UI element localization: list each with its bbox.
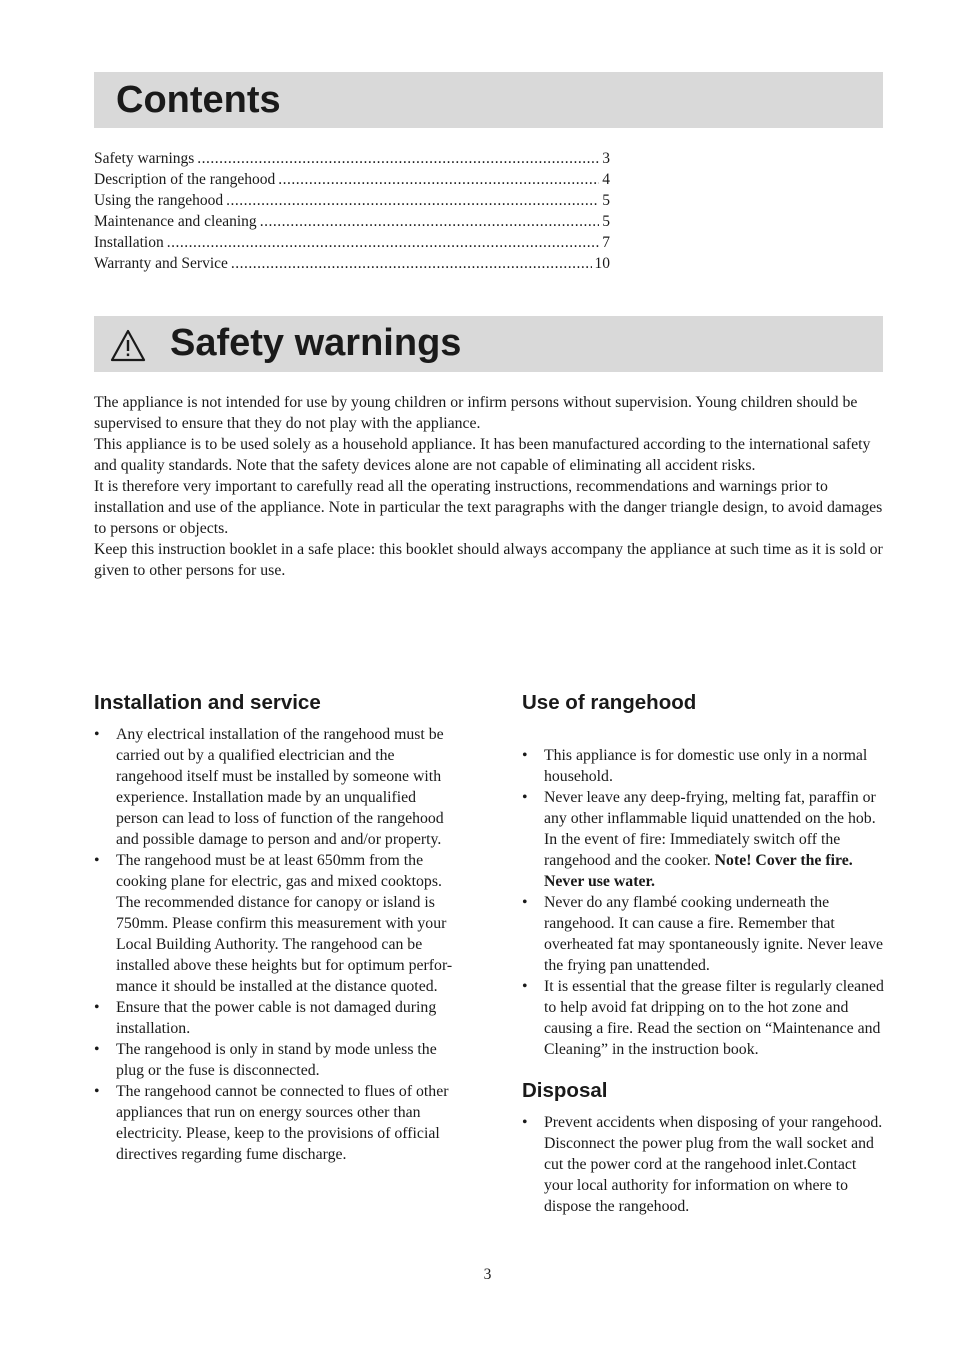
list-item [94,724,456,850]
disposal-heading: Disposal [522,1079,608,1102]
toc-entry[interactable] [94,148,610,169]
list-item [522,787,886,892]
toc-entry-page: 7 [602,234,610,251]
toc-entry[interactable] [94,190,610,211]
use-list [522,745,886,1060]
installation-section [94,690,456,1165]
bullet: • [94,999,100,1016]
bullet: • [94,1083,100,1100]
toc-entry-label: Maintenance and cleaning [94,213,257,230]
toc-entry-label: Using the rangehood [94,192,224,209]
list-item-text: This appliance is for domestic use only in a normal household. [544,747,868,785]
intro-paragraph: It is therefore very important to carefully read all the operating instructions, recommendations and warnings prior to installation and use of the appliance. Note in particular the text paragraphs with the danger triangle design, to avoid damages to persons or objects. [94,478,883,537]
use-heading: Use of rangehood [522,691,697,714]
intro-paragraph: The appliance is not intended for use by young children or infirm persons without supervision. Young children should be supervised to ensure that they do not play with the appliance. [94,394,858,432]
bullet: • [94,726,100,743]
toc-entry[interactable] [94,169,610,190]
bullet: • [522,978,528,995]
toc-entry-page: 3 [602,150,610,167]
warning-triangle-icon [110,329,146,362]
toc-entry-label: Warranty and Service [94,255,228,272]
list-item [522,892,886,976]
intro-paragraph: Keep this instruction booklet in a safe place: this booklet should always accompany the appliance at such time as it is sold or given to other persons for use. [94,541,883,579]
list-item [94,1081,456,1165]
toc-entry-page: 5 [602,192,610,209]
safety-warnings-title: Safety warnings [170,322,462,364]
toc-leader-dots [226,190,599,211]
bullet: • [522,1114,528,1131]
contents-banner [94,72,883,128]
list-item-text: Prevent accidents when disposing of your rangehood. Disconnect the power plug from the wall socket and cut the power cord at the rangehood inlet.Contact your local authority for information on where to dispose the rangehood. [544,1114,883,1215]
list-item [94,850,456,997]
toc-leader-dots [260,211,600,232]
list-item-text: It is essential that the grease filter is regularly cleaned to help avoid fat dripping on to the hot zone and causing a fire. Read the section on “Maintenance and Cleaning” in the instruction book. [544,978,884,1058]
list-item-text: Ensure that the power cable is not damaged during installation. [116,999,437,1037]
list-item [522,976,886,1060]
bullet: • [522,747,528,764]
toc-leader-dots [197,148,599,169]
list-item-text: The rangehood cannot be connected to flues of other appliances that run on energy sources other than electricity. Please, keep to the provisions of official directives regarding fume discharge. [116,1083,449,1163]
list-item [94,1039,456,1081]
toc-entry-page: 4 [602,171,610,188]
list-item [522,1112,886,1217]
bullet: • [522,894,528,911]
table-of-contents [94,148,610,274]
intro-paragraph: This appliance is to be used solely as a household appliance. It has been manufactured according to the international safety and quality standards. Note that the safety devices alone are not capable of eliminating all accident risks. [94,436,871,474]
list-item-text: Never do any flambé cooking underneath the rangehood. It can cause a fire. Remember that overheated fat may spontaneously ignite. Never leave the frying pan unattended. [544,894,884,974]
page-number: 3 [483,1266,492,1283]
fire-warning-note: Note! Cover the fire. Never use water. [544,852,853,890]
toc-entry[interactable] [94,211,610,232]
list-item [94,997,456,1039]
list-item-text: Any electrical installation of the rangehood must be carried out by a qualified electrician and the rangehood itself must be installed by someone with experience. Installation made by an unqualified person can lead to loss of function of the rangehood and possible damage to person and and/or property. [116,726,444,848]
installation-heading: Installation and service [94,691,321,714]
list-item-text: The rangehood is only in stand by mode unless the plug or the fuse is disconnected. [116,1041,437,1079]
toc-entry-page: 10 [594,255,610,272]
toc-entry-page: 5 [602,213,610,230]
bullet: • [94,852,100,869]
use-and-disposal-section [522,690,886,1217]
bullet: • [94,1041,100,1058]
toc-entry-label: Installation [94,234,164,251]
installation-list [94,724,456,1165]
toc-entry-label: Description of the rangehood [94,171,276,188]
toc-entry[interactable] [94,253,610,274]
toc-leader-dots [167,232,600,253]
safety-intro [94,392,884,581]
disposal-list [522,1112,886,1217]
contents-title: Contents [116,79,281,121]
toc-entry-label: Safety warnings [94,150,195,167]
safety-warnings-banner [94,316,883,372]
toc-leader-dots [231,253,592,274]
bullet: • [522,789,528,806]
toc-leader-dots [278,169,599,190]
list-item-text: The rangehood must be at least 650mm from the cooking plane for electric, gas and mixed cooktops. The recommended distance for canopy or island is 750mm. Please confirm this measurement with your Local Building Authority. The rangehood can be installed above these heights but for optimum perfor-mance it should be installed at the distance quoted. [116,852,453,995]
list-item-text: Never leave any deep-frying, melting fat, paraffin or any other inflammable liquid unattended on the hob. In the event of fire: Immediately switch off the rangehood and the cooker. [544,789,876,869]
list-item [522,745,886,787]
toc-entry[interactable] [94,232,610,253]
